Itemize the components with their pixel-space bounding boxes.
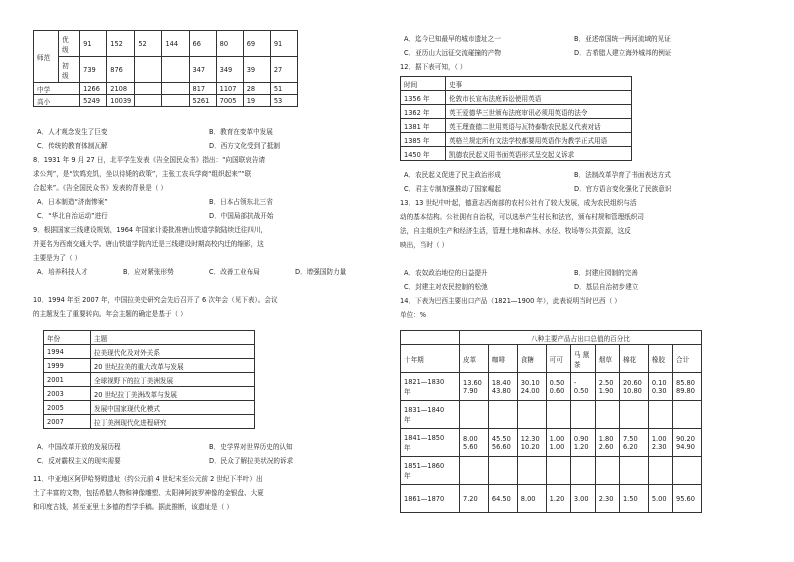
cell: 2001 <box>44 373 91 387</box>
value-cell: 85.80 89.80 <box>673 373 702 401</box>
q8-line: 合起来”。《告全国民众书》发表的背景是（ ） <box>33 184 168 192</box>
q11-line: 11．中亚地区阿伊哈努姆遗址（约公元前 4 世纪末至公元前 2 世纪下半叶）出 <box>33 475 263 483</box>
period-cell: 1851—1860 年 <box>401 457 460 485</box>
value-cell <box>673 401 702 429</box>
table-row <box>401 373 702 401</box>
value-cell: 349 <box>216 57 243 83</box>
value-cell <box>460 457 489 485</box>
value-cell: 66 <box>189 31 216 57</box>
cell: 发展中国家现代化模式 <box>91 401 255 415</box>
table-row <box>401 119 632 133</box>
header-cell: 十年期 <box>401 345 460 373</box>
q11-option: B．亚述帝国统一两河流域的见证 <box>574 35 671 43</box>
value-cell <box>162 57 189 83</box>
header-cell: 年份 <box>44 331 91 345</box>
q8-option: D．中国局部抗战开始 <box>209 212 274 220</box>
value-cell: 7.20 <box>460 485 489 513</box>
table-row <box>401 91 632 105</box>
value-cell: 1107 <box>216 83 243 95</box>
cell: 拉丁美洲现代化进程研究 <box>91 415 255 429</box>
value-cell: 0.90 1.20 <box>570 429 595 457</box>
q9-line: 9．根据国家三线建设规划，1964 年国家计委批准唐山铁道学院陆续迁往四川， <box>33 226 268 234</box>
cell: 1362 年 <box>401 105 446 119</box>
cell: 1999 <box>44 359 91 373</box>
value-cell <box>488 457 517 485</box>
q9-option: D．增强国防力量 <box>295 268 347 276</box>
q8-option: C．“华北自治运动”进行 <box>37 212 108 220</box>
value-cell <box>488 401 517 429</box>
header-cell: 棉花 <box>619 345 648 373</box>
cell: 凯德农民起义用书面英语形式呈交起义诉求 <box>446 147 632 161</box>
value-cell: 5261 <box>189 95 216 107</box>
value-cell <box>619 401 648 429</box>
table-row <box>401 457 702 485</box>
value-cell: 817 <box>189 83 216 95</box>
q7-option: B．教育在变革中发展 <box>209 128 273 136</box>
value-cell: 91 <box>80 31 107 57</box>
value-cell: 1.20 <box>546 485 570 513</box>
table-row <box>34 31 298 57</box>
value-cell: 1.50 <box>619 485 648 513</box>
value-cell: 8.00 <box>517 485 546 513</box>
q14-export-table <box>400 330 702 513</box>
q14-line: 14．下表为巴西主要出口产品（1821—1900 年），此表说明当时巴西（ ） <box>400 297 621 305</box>
period-cell: 1841—1850 年 <box>401 429 460 457</box>
q10-option: A．中国改革开放的发展历程 <box>37 443 121 451</box>
value-cell: 10039 <box>107 95 135 107</box>
value-cell: 7005 <box>216 95 243 107</box>
q13-option: D．基层自治初步建立 <box>574 283 639 291</box>
value-cell: 739 <box>80 57 107 83</box>
cell: 1356 年 <box>401 91 446 105</box>
header-cell: 马 黛 茶 <box>570 345 595 373</box>
value-cell: 2.30 <box>595 485 619 513</box>
value-cell <box>673 457 702 485</box>
cell: 全球视野下的拉丁美洲发展 <box>91 373 255 387</box>
value-cell <box>570 457 595 485</box>
value-cell: 28 <box>243 83 270 95</box>
q10-option: C．反对霸权主义的现实需要 <box>37 457 121 465</box>
group-cell: 高小 <box>34 95 80 107</box>
value-cell: 80 <box>216 31 243 57</box>
cell: 20 世纪拉丁美洲改革与发展 <box>91 387 255 401</box>
q10-topic-table <box>43 330 255 429</box>
header-cell: 可可 <box>546 345 570 373</box>
cell: 1450 年 <box>401 147 446 161</box>
q12-option: C．君主专制加强推动了国家崛起 <box>404 185 501 193</box>
value-cell: 7.50 6.20 <box>619 429 648 457</box>
table-row <box>34 95 298 107</box>
q13-line: 法，自主组织生产和经济生活，管理土地和森林、水径、牧场等公共资源，这反 <box>400 227 631 235</box>
group-cell: 中学 <box>34 83 80 95</box>
q13-option: B．封建庄园制的完善 <box>574 269 638 277</box>
q11-option: C．亚历山大远征交流碰撞的产物 <box>404 49 501 57</box>
q12-line: 12．据下表可知，（ ） <box>400 63 467 71</box>
value-cell: 3.00 <box>570 485 595 513</box>
table-row <box>34 57 298 83</box>
value-cell <box>648 401 672 429</box>
header-cell: 合计 <box>673 345 702 373</box>
period-cell: 1821—1830 年 <box>401 373 460 401</box>
cell: 英王理查德二世用英语与瓦特泰勒农民起义代表对话 <box>446 119 632 133</box>
q10-option: B．史学界对世界历史的认知 <box>209 443 293 451</box>
caption-row <box>401 331 702 345</box>
value-cell: 30.10 24.00 <box>517 373 546 401</box>
table-row <box>401 485 702 513</box>
q12-events-table <box>400 76 632 161</box>
value-cell <box>135 83 162 95</box>
table-row <box>401 147 632 161</box>
q13-line: 13．13 世纪中叶起，德意志西南部的农村公社有了较大发展，成为农民组织与活 <box>400 199 637 207</box>
q12-option: D．官方语言变化强化了民族意识 <box>574 185 672 193</box>
value-cell: 144 <box>162 31 189 57</box>
value-cell <box>648 457 672 485</box>
value-cell: 95.60 <box>673 485 702 513</box>
cell: 1994 <box>44 345 91 359</box>
cell: 伦敦市长宣布法庭诉讼使用英语 <box>446 91 632 105</box>
header-cell: 主题 <box>91 331 255 345</box>
cell: 2003 <box>44 387 91 401</box>
value-cell: 0.10 0.30 <box>648 373 672 401</box>
q14-line: 单位：% <box>400 311 427 319</box>
q8-option: B．日本占领东北三省 <box>209 198 273 206</box>
value-cell: 64.50 <box>488 485 517 513</box>
table-row <box>44 415 255 429</box>
value-cell: 8.00 5.60 <box>460 429 489 457</box>
table-row <box>401 133 632 147</box>
value-cell: 51 <box>270 83 297 95</box>
q13-line: 映出，当时（ ） <box>400 241 449 249</box>
value-cell <box>619 457 648 485</box>
cell: 20 世纪拉美的重大改革与发展 <box>91 359 255 373</box>
cell: 2005 <box>44 401 91 415</box>
value-cell: 39 <box>243 57 270 83</box>
value-cell <box>570 401 595 429</box>
table-row <box>44 373 255 387</box>
q10-line: 10．1994 年至 2007 年，中国拉美史研究会先后召开了 6 次年会（见下表）。会议 <box>33 296 278 304</box>
value-cell: 1.00 2.30 <box>648 429 672 457</box>
value-cell: 1266 <box>80 83 107 95</box>
value-cell: 18.40 43.80 <box>488 373 517 401</box>
q7-option: D．西方文化受到了抵制 <box>209 142 281 150</box>
q9-line: 主要是为了（ ） <box>33 254 82 262</box>
cell: 1385 年 <box>401 133 446 147</box>
value-cell <box>546 457 570 485</box>
header-cell: 食糖 <box>517 345 546 373</box>
cell: 英王爱德华三世颁布法庭审讯必须用英语的法令 <box>446 105 632 119</box>
q7-option: C．传统的教育体制瓦解 <box>37 142 108 150</box>
q11-option: A．迄今已知最早的城市遗址之一 <box>404 35 501 43</box>
table-row <box>44 401 255 415</box>
header-cell: 橡胶 <box>648 345 672 373</box>
q9-option: A．培养科技人才 <box>37 268 88 276</box>
value-cell: 1.80 2.60 <box>595 429 619 457</box>
value-cell: 152 <box>107 31 135 57</box>
table-row <box>34 83 298 95</box>
value-cell: 13.60 7.90 <box>460 373 489 401</box>
table-row <box>44 359 255 373</box>
value-cell <box>517 457 546 485</box>
q11-line: 和印度古钱，甚至亚里士多德的哲学手稿。据此推断，该遗址是（ ） <box>33 503 233 511</box>
q8-line: 求公判”，是“饮鸩充饥，坐以待毙的政策”，主张工农兵学商“组织起来”“联 <box>33 170 252 178</box>
q11-option: D．古希腊人建立海外城邦的例证 <box>574 49 672 57</box>
value-cell: 2108 <box>107 83 135 95</box>
value-cell <box>162 95 189 107</box>
value-cell <box>460 401 489 429</box>
q9-option: B．应对紧张形势 <box>123 268 174 276</box>
value-cell: 52 <box>135 31 162 57</box>
header-cell: 烟草 <box>595 345 619 373</box>
q12-option: B．法制改革孕育了书面表达方式 <box>574 171 671 179</box>
value-cell: 90.20 94.90 <box>673 429 702 457</box>
header-cell: 皮革 <box>460 345 489 373</box>
header-row <box>401 345 702 373</box>
header-cell: 时间 <box>401 77 446 91</box>
table-row <box>44 345 255 359</box>
value-cell: - 0.50 <box>570 373 595 401</box>
q12-option: A．农民起义促进了民主政治形成 <box>404 171 501 179</box>
value-cell: 19 <box>243 95 270 107</box>
value-cell: 0.50 0.60 <box>546 373 570 401</box>
value-cell: 5249 <box>80 95 107 107</box>
table-row <box>401 429 702 457</box>
cell: 2007 <box>44 415 91 429</box>
q8-option: A．日本制造“济南惨案” <box>37 198 108 206</box>
value-cell: 347 <box>189 57 216 83</box>
value-cell <box>135 95 162 107</box>
value-cell: 5.00 <box>648 485 672 513</box>
group-cell: 师范 <box>34 31 59 83</box>
q8-line: 8．1931 年 9 月 27 日，北平学生发表《告全国民众书》指出：“向国联哀告请 <box>33 156 266 164</box>
table-row <box>401 105 632 119</box>
level-cell: 优 级 <box>59 31 80 57</box>
q7-enrollment-table <box>33 30 298 107</box>
q10-option: D．民众了解拉美状况的诉求 <box>209 457 294 465</box>
q7-option: A．人才观念发生了巨变 <box>37 128 108 136</box>
value-cell: 53 <box>270 95 297 107</box>
level-cell: 初 级 <box>59 57 80 83</box>
value-cell: 1.00 1.00 <box>546 429 570 457</box>
header-cell: 史事 <box>446 77 632 91</box>
q13-line: 动的基本结构。公社拥有自治权，可以选举产生村长和法官，颁布村规和管理纸织司 <box>400 213 644 221</box>
value-cell: 876 <box>107 57 135 83</box>
period-cell: 1831—1840 年 <box>401 401 460 429</box>
cell: 英格兰规定所有文法学校都要用英语作为教学正式用语 <box>446 133 632 147</box>
value-cell: 27 <box>270 57 297 83</box>
value-cell <box>546 401 570 429</box>
q9-option: C．改善工业布局 <box>209 268 260 276</box>
value-cell: 45.50 56.60 <box>488 429 517 457</box>
value-cell <box>135 57 162 83</box>
period-cell: 1861—1870 <box>401 485 460 513</box>
value-cell <box>517 401 546 429</box>
q9-line: 并更名为西南交通大学。唐山铁道学院内迁是三线建设时期高校内迁的缩影，这 <box>33 240 264 248</box>
table-row <box>401 401 702 429</box>
value-cell: 2.50 1.90 <box>595 373 619 401</box>
cell: 1381 年 <box>401 119 446 133</box>
blank-cell <box>401 331 460 345</box>
cell: 拉美现代化及对外关系 <box>91 345 255 359</box>
header-cell: 咖啡 <box>488 345 517 373</box>
value-cell <box>595 401 619 429</box>
caption-cell: 八种主要产品占出口总值的百分比 <box>460 331 702 345</box>
table-row <box>44 387 255 401</box>
value-cell: 12.30 10.20 <box>517 429 546 457</box>
q13-option: A．农奴政治地位的日益提升 <box>404 269 488 277</box>
value-cell <box>595 457 619 485</box>
value-cell: 91 <box>270 31 297 57</box>
header-row <box>44 331 255 345</box>
value-cell: 69 <box>243 31 270 57</box>
value-cell: 20.60 10.80 <box>619 373 648 401</box>
q11-line: 土了丰富的文物，包括希腊人物和神像雕塑、太阳神阿波罗神像的金银盘、大夏 <box>33 489 264 497</box>
header-row <box>401 77 632 91</box>
q13-option: C．封建主对农民控制的松弛 <box>404 283 488 291</box>
value-cell <box>162 83 189 95</box>
q10-line: 的主题发生了重要转向。年会主题的确定是基于（ ） <box>33 310 187 318</box>
